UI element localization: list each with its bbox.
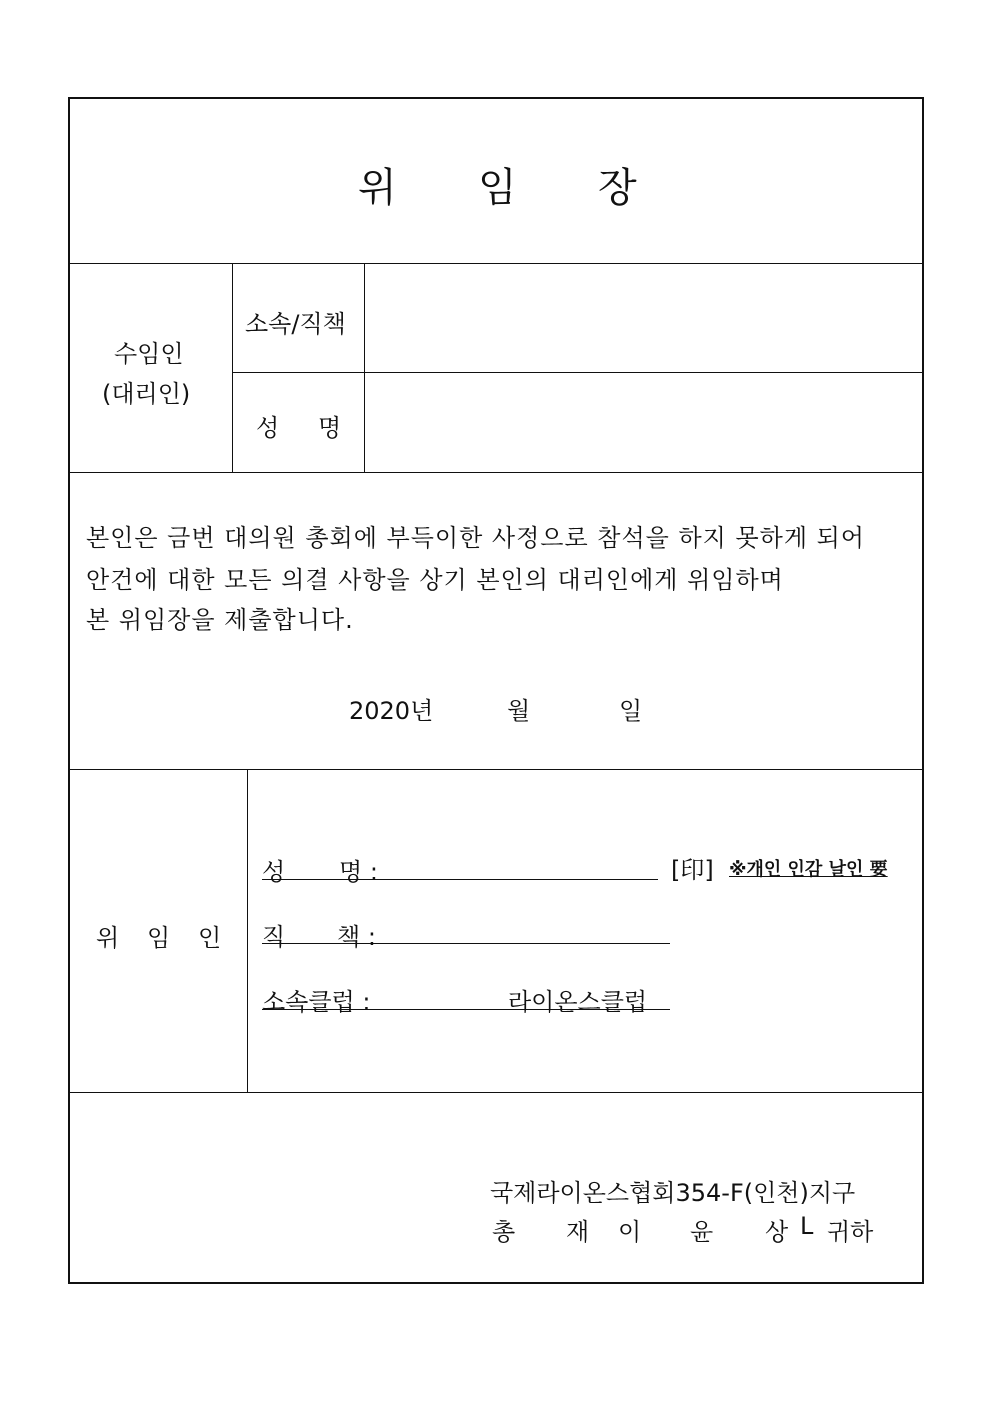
recipient-char-3: 이 [618, 1218, 642, 1246]
divider-proxy-field [364, 263, 365, 472]
affiliation-label: 소속/직책 [245, 310, 346, 338]
recipient-char-7: 귀하 [827, 1218, 874, 1246]
divider-statement [69, 769, 923, 770]
recipient-char-6: L [800, 1212, 814, 1240]
date-month: 월 [507, 697, 531, 725]
divider-proxy-label [232, 263, 233, 472]
proxy-name-label-char-2: 명 [318, 414, 342, 442]
delegator-label-char-1: 위 [96, 924, 120, 952]
delegator-name-label-char-2: 명 : [339, 858, 378, 886]
recipient-char-5: 상 [765, 1218, 789, 1246]
delegator-club-value: 라이온스클럽 [508, 988, 648, 1016]
seal-mark: [印] [671, 856, 714, 884]
statement-line-1: 본인은 금번 대의원 총회에 부득이한 사정으로 참석을 하지 못하게 되어 [86, 524, 865, 552]
proxy-label-line2: (대리인) [102, 380, 191, 408]
statement-line-3: 본 위임장을 제출합니다. [86, 606, 354, 634]
delegator-label-char-3: 인 [198, 924, 222, 952]
proxy-name-label-char-1: 성 [256, 414, 280, 442]
delegator-club-label: 소속클럽 : [262, 988, 371, 1016]
delegator-club-underline[interactable] [262, 1009, 670, 1010]
divider-delegator-label [247, 769, 248, 1092]
recipient-char-4: 윤 [690, 1218, 714, 1246]
date-day: 일 [619, 697, 643, 725]
delegator-name-underline[interactable] [262, 879, 658, 880]
proxy-name-field[interactable] [366, 374, 922, 471]
seal-note: ※개인 인감 날인 要 [729, 859, 888, 880]
recipient-char-1: 총 [492, 1218, 516, 1246]
delegator-name-label-char-1: 성 [262, 858, 286, 886]
divider-title [69, 263, 923, 264]
title-char-1: 위 [358, 165, 399, 211]
date-year: 2020년 [349, 697, 434, 725]
recipient-char-2: 재 [566, 1218, 590, 1246]
statement-line-2: 안건에 대한 모든 의결 사항을 상기 본인의 대리인에게 위임하며 [86, 566, 784, 594]
proxy-label-line1: 수임인 [114, 340, 184, 368]
recipient-org: 국제라이온스협회354-F(인천)지구 [490, 1179, 856, 1207]
delegator-position-label-char-2: 책 : [337, 923, 376, 951]
delegator-label-char-2: 임 [147, 924, 171, 952]
title-char-2: 임 [478, 165, 519, 211]
proxy-affiliation-field[interactable] [366, 265, 922, 371]
divider-proxy [69, 472, 923, 473]
delegator-position-underline[interactable] [262, 943, 670, 944]
delegator-position-label-char-1: 직 [262, 923, 286, 951]
divider-delegator [69, 1092, 923, 1093]
divider-proxy-inner [232, 372, 923, 373]
title-char-3: 장 [598, 165, 639, 211]
